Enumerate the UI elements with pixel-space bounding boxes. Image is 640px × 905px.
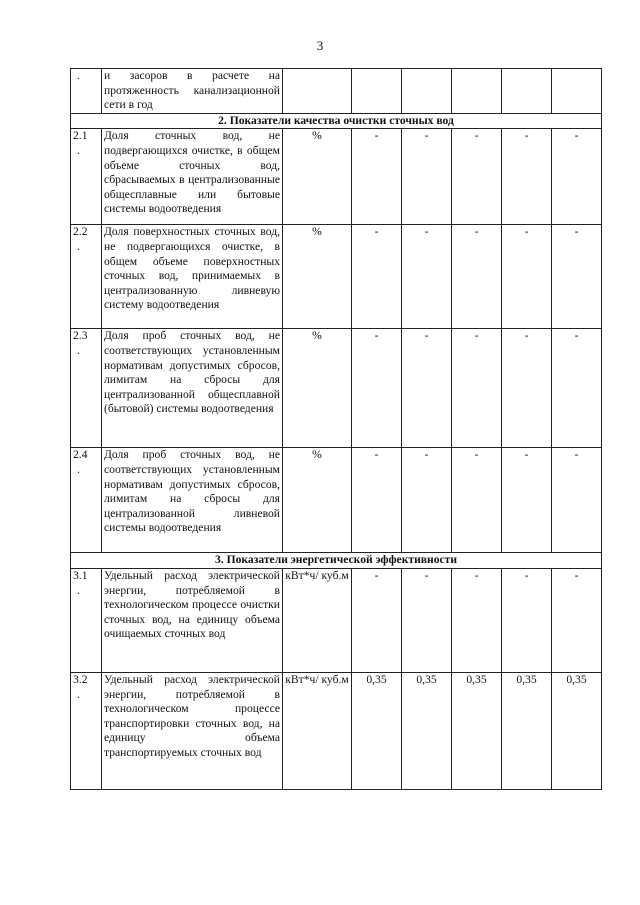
row-number: [71, 672, 102, 789]
value-cell: 0,35: [402, 672, 452, 789]
value-cell: -: [352, 129, 402, 225]
value-cell: -: [452, 329, 502, 448]
value-cell: -: [452, 448, 502, 553]
unit-cell: %: [283, 448, 352, 553]
value-cell: -: [402, 448, 452, 553]
value-cell: -: [552, 568, 602, 672]
row-number-dot: .: [77, 143, 80, 157]
value-cell: -: [502, 448, 552, 553]
value-cell: -: [402, 225, 452, 329]
row-number: [71, 568, 102, 672]
row-number-value: 2.4: [73, 448, 88, 462]
value-cell: -: [402, 329, 452, 448]
row-number-dot: .: [77, 462, 80, 476]
value-cell: -: [452, 568, 502, 672]
value-cell: 0,35: [352, 672, 402, 789]
indicators-table: [70, 68, 602, 790]
unit-cell: %: [283, 225, 352, 329]
unit-cell: кВт*ч/ куб.м: [283, 568, 352, 672]
value-cell: [552, 69, 602, 114]
value-cell: -: [552, 329, 602, 448]
row-number: [71, 69, 102, 114]
table-row: [71, 225, 602, 329]
row-number-dot: .: [77, 239, 80, 253]
value-cell: [502, 69, 552, 114]
unit-cell: [283, 69, 352, 114]
indicator-name: и засоров в расчете на протяженность канализационной сети в год: [102, 69, 283, 114]
table-row: [71, 672, 602, 789]
page-number: 3: [316, 38, 324, 53]
table-row: [71, 69, 602, 114]
indicator-name: Доля проб сточных вод, не соответствующих установленным нормативам допустимых сбросов, лимитам на сбросы для централизованной ливневой системы водоотведения: [102, 448, 283, 553]
row-number: [71, 129, 102, 225]
value-cell: -: [352, 448, 402, 553]
section-title: 2. Показатели качества очистки сточных вод: [71, 113, 602, 129]
row-number: [71, 448, 102, 553]
value-cell: -: [502, 329, 552, 448]
value-cell: -: [552, 225, 602, 329]
value-cell: -: [552, 129, 602, 225]
table-row: [71, 329, 602, 448]
value-cell: -: [452, 225, 502, 329]
unit-cell: %: [283, 129, 352, 225]
unit-cell: %: [283, 329, 352, 448]
value-cell: -: [502, 129, 552, 225]
value-cell: [352, 69, 402, 114]
row-number-dot: .: [77, 343, 80, 357]
table-row: [71, 568, 602, 672]
row-number-value: 3.1: [73, 568, 88, 582]
row-number-value: 2.3: [73, 329, 88, 343]
indicator-name: Доля поверхностных сточных вод, не подвергающихся очистке, в общем объеме поверхностных сточных вод, принимаемых в централизованную ливневую систему водоотведения: [102, 225, 283, 329]
indicator-name: Удельный расход электрической энергии, потребляемой в технологическом процессе транспортировки сточных вод, на единицу объема транспортируемых сточных вод: [102, 672, 283, 789]
section-row: [71, 553, 602, 569]
row-number-value: 2.1: [73, 129, 88, 143]
row-number-value: 3.2: [73, 672, 88, 686]
section-title: 3. Показатели энергетической эффективности: [71, 553, 602, 569]
value-cell: 0,35: [502, 672, 552, 789]
value-cell: -: [352, 568, 402, 672]
table-row: [71, 129, 602, 225]
value-cell: -: [552, 448, 602, 553]
value-cell: 0,35: [552, 672, 602, 789]
value-cell: -: [452, 129, 502, 225]
indicator-name: Доля сточных вод, не подвергающихся очистке, в общем объеме сточных вод, сбрасываемых в централизованные общесплавные или бытовые системы водоотведения: [102, 129, 283, 225]
row-number-dot: .: [77, 583, 80, 597]
value-cell: [402, 69, 452, 114]
row-number: [71, 329, 102, 448]
section-row: [71, 113, 602, 129]
value-cell: -: [402, 129, 452, 225]
value-cell: -: [352, 225, 402, 329]
row-number-value: 2.2: [73, 225, 88, 239]
value-cell: -: [502, 568, 552, 672]
value-cell: -: [352, 329, 402, 448]
value-cell: -: [402, 568, 452, 672]
indicator-name: Доля проб сточных вод, не соответствующих установленным нормативам допустимых сбросов, лимитам на сбросы для централизованной общесплавной (бытовой) системы водоотведения: [102, 329, 283, 448]
value-cell: 0,35: [452, 672, 502, 789]
value-cell: [452, 69, 502, 114]
unit-cell: кВт*ч/ куб.м: [283, 672, 352, 789]
row-number: [71, 225, 102, 329]
indicator-name: Удельный расход электрической энергии, потребляемой в технологическом процессе очистки сточных вод, на единицу объема очищаемых сточных вод: [102, 568, 283, 672]
value-cell: -: [502, 225, 552, 329]
row-number-dot: .: [77, 687, 80, 701]
table-row: [71, 448, 602, 553]
row-number-dot: .: [77, 69, 80, 82]
